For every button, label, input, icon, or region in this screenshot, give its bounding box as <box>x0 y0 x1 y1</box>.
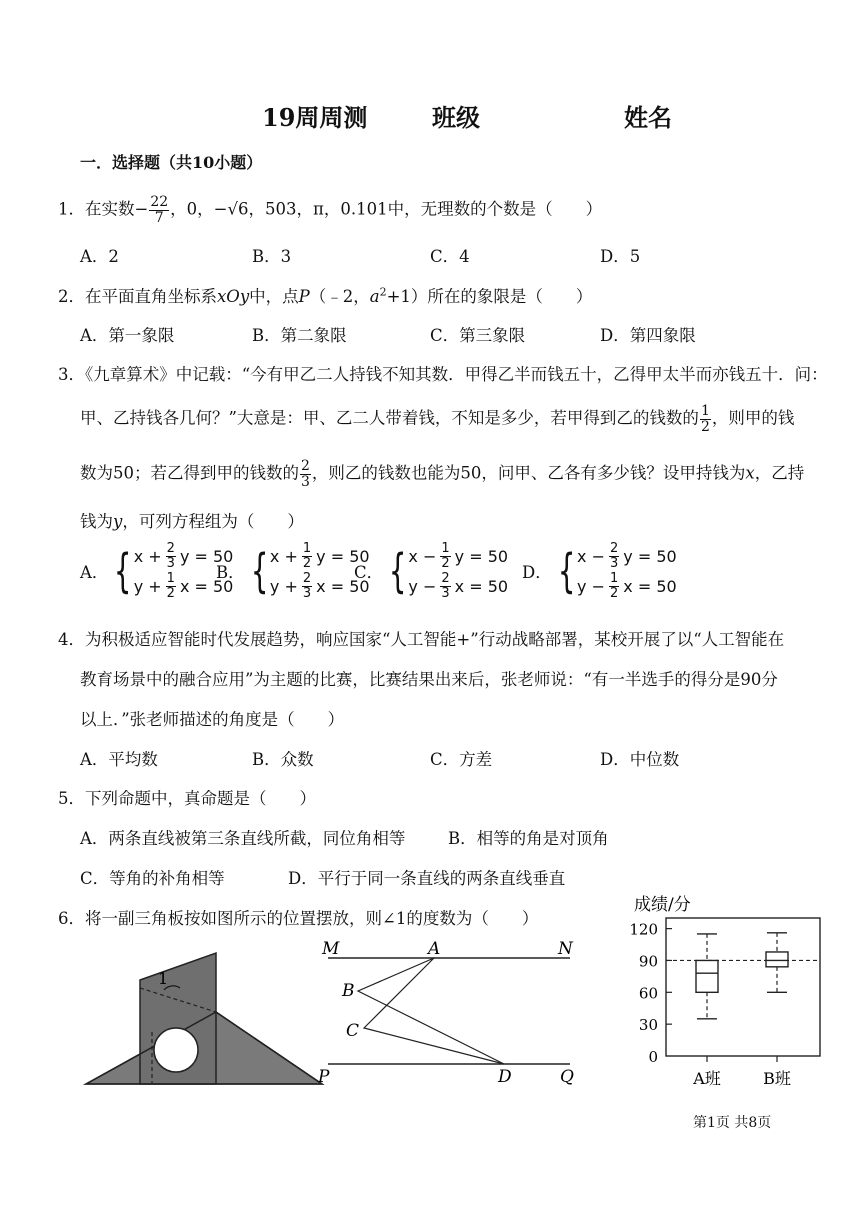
label-b: B <box>342 981 355 1001</box>
variable: P <box>298 287 310 306</box>
chart-frame <box>666 918 820 1056</box>
question-3-line-3 <box>80 459 804 489</box>
option-label: D． <box>522 563 552 583</box>
question-number: 6． <box>58 909 85 928</box>
question-text: 在平面直角坐标系 <box>85 287 217 306</box>
fraction <box>149 195 169 225</box>
fraction-numerator: 22 <box>150 194 169 210</box>
question-text: 《九章算术》中记载：“今有甲乙二人持钱不知其数．甲得乙半而钱五十，乙得甲太半而亦钱五十．问： <box>85 365 828 384</box>
question-text: 数为50；若乙得到甲的钱数的 <box>80 463 299 483</box>
question-text: 中，点 <box>249 287 299 306</box>
fraction-numerator: 2 <box>609 541 619 556</box>
option-d: D．中位数 <box>600 750 680 769</box>
option-label: B． <box>216 563 245 583</box>
equation <box>408 572 508 600</box>
option-b: B．相等的角是对顶角 <box>448 829 609 848</box>
segment-abd <box>358 958 504 1064</box>
question-4-line-3: 以上．”张老师描述的角度是（ ） <box>80 710 345 729</box>
question-1 <box>58 195 602 225</box>
equation-term: y = 50 <box>316 546 370 566</box>
question-text: ，则乙的钱数也能为50，问甲、乙各有多少钱？设甲持钱为 <box>311 463 746 483</box>
equation-term: x − <box>577 546 605 566</box>
page-title: 19周周测 <box>262 103 368 132</box>
y-tick-label: 60 <box>638 984 658 1003</box>
box-iqr <box>766 952 788 967</box>
option-c: C．4 <box>430 247 470 266</box>
equation <box>577 542 677 570</box>
question-2 <box>58 283 592 307</box>
fraction-numerator: 2 <box>302 571 312 587</box>
fraction-denominator: 2 <box>166 585 175 601</box>
option-d: D．平行于同一条直线的两条直线垂直 <box>288 869 566 888</box>
question-3-line-4 <box>80 508 304 532</box>
question-6 <box>58 905 538 929</box>
fraction-numerator: 1 <box>609 571 619 587</box>
equation-term: y = 50 <box>454 546 509 566</box>
question-text: 钱为 <box>80 512 113 531</box>
brace: { <box>250 544 269 599</box>
option-c: C．方差 <box>430 750 493 769</box>
option-d: D．第四象限 <box>600 326 696 345</box>
question-text: （﹣2， <box>309 287 370 306</box>
fraction <box>166 572 176 600</box>
fraction-numerator: 1 <box>302 541 312 556</box>
option-b-system <box>216 542 370 601</box>
question-text: 在实数− <box>85 199 149 219</box>
fraction <box>300 459 311 489</box>
fraction <box>166 542 176 570</box>
y-tick-label: 90 <box>638 952 658 971</box>
y-tick-label: 30 <box>638 1016 658 1035</box>
variable: xOy <box>217 287 250 306</box>
question-text: ，则甲的钱 <box>711 408 795 428</box>
box-iqr <box>696 960 718 992</box>
question-text: +1）所在的象限是（ ） <box>386 287 593 306</box>
fraction-numerator: 1 <box>700 403 710 419</box>
option-d-system <box>522 542 677 601</box>
option-label: A． <box>80 563 109 583</box>
option-b: B．众数 <box>252 750 314 769</box>
equation-term: y − <box>408 576 437 596</box>
question-4 <box>58 626 784 650</box>
question-4-line-2: 教育场景中的融合应用”为主题的比赛，比赛结果出来后，张老师说：“有一半选手的得分是90分 <box>80 670 778 689</box>
variable: x <box>745 463 755 483</box>
fraction-denominator: 3 <box>166 555 175 571</box>
option-label: C． <box>354 563 384 583</box>
fraction <box>700 404 711 434</box>
chart-ylabel: 成绩/分 <box>634 895 691 915</box>
y-tick-label: 120 <box>629 920 658 939</box>
section-title: 一．选择题（共10小题） <box>80 153 263 172</box>
fraction-numerator: 2 <box>441 571 450 587</box>
triangle-boards-figure <box>80 940 325 1090</box>
x-tick-label: A班 <box>693 1069 721 1088</box>
name-label: 姓名 <box>624 103 672 132</box>
class-label: 班级 <box>432 103 480 132</box>
fraction-denominator: 3 <box>441 585 450 601</box>
equation-term: y − <box>577 576 605 596</box>
fraction-denominator: 7 <box>154 209 164 226</box>
question-text: 下列命题中，真命题是（ ） <box>85 789 316 808</box>
equation-term: x = 50 <box>179 576 234 596</box>
page-footer: 第1页 共8页 <box>693 1115 772 1131</box>
hole-circle <box>154 1028 198 1072</box>
fraction <box>609 572 619 600</box>
fraction <box>440 542 450 570</box>
question-text: 为积极适应智能时代发展趋势，响应国家“人工智能+”行动战略部署，某校开展了以“人工智能在 <box>85 630 785 649</box>
fraction-denominator: 2 <box>700 418 710 435</box>
fraction <box>440 572 450 600</box>
question-text: ，0，−√6，503，π，0.101中，无理数的个数是（ ） <box>170 199 603 219</box>
fraction-denominator: 3 <box>302 585 312 601</box>
question-text: ，可列方程组为（ ） <box>122 512 304 531</box>
equation-term: x = 50 <box>316 576 370 596</box>
fraction-denominator: 2 <box>609 585 619 601</box>
question-5 <box>58 785 316 809</box>
option-a-system <box>80 542 233 601</box>
question-text: ，乙持 <box>754 463 805 483</box>
fraction-denominator: 2 <box>441 555 450 571</box>
brace: { <box>388 544 407 599</box>
option-a: A．2 <box>80 247 119 266</box>
superscript: 2 <box>379 285 387 299</box>
label-q: Q <box>560 1067 574 1087</box>
x-tick-label: B班 <box>763 1069 791 1088</box>
question-number: 4． <box>58 630 85 649</box>
option-b: B．第二象限 <box>252 326 347 345</box>
equation-term: x = 50 <box>454 576 509 596</box>
question-number: 5． <box>58 789 85 808</box>
fraction-denominator: 3 <box>609 555 619 571</box>
brace: { <box>557 544 576 599</box>
equation-term: y + <box>133 576 162 596</box>
brace: { <box>114 544 132 599</box>
label-a: A <box>428 939 441 959</box>
label-d: D <box>498 1067 512 1087</box>
fraction <box>302 542 312 570</box>
segment-acd <box>364 958 504 1064</box>
label-n: N <box>558 939 573 959</box>
equation-term: x + <box>133 546 162 566</box>
variable: y <box>113 512 123 531</box>
equation <box>408 542 508 570</box>
option-c: C．等角的补角相等 <box>80 869 225 888</box>
equation-term: y + <box>269 576 298 596</box>
equation-term: x + <box>269 546 298 566</box>
fraction-denominator: 3 <box>301 473 310 490</box>
equation <box>577 572 677 600</box>
option-a: A．平均数 <box>80 750 158 769</box>
equation-term: y = 50 <box>623 546 677 566</box>
variable: a <box>369 287 380 306</box>
label-c: C <box>346 1021 360 1041</box>
fraction-numerator: 1 <box>441 541 450 556</box>
question-text: 甲、乙持钱各几何？”大意是：甲、乙二人带着钱，不知是多少，若甲得到乙的钱数的 <box>80 408 699 428</box>
angle-1-label: 1 <box>158 969 169 988</box>
fraction-numerator: 2 <box>301 458 310 474</box>
question-number: 1． <box>58 199 85 219</box>
option-c-system <box>354 542 508 601</box>
question-number: 3． <box>58 365 85 384</box>
fraction-numerator: 1 <box>166 571 175 587</box>
equation-term: x − <box>408 546 437 566</box>
option-a: A．第一象限 <box>80 326 175 345</box>
question-3-line-2 <box>80 404 794 434</box>
box-plot-chart <box>600 888 840 1098</box>
fraction <box>302 572 312 600</box>
option-a: A．两条直线被第三条直线所截，同位角相等 <box>80 829 406 848</box>
option-b: B．3 <box>252 247 292 266</box>
equation-term: y = 50 <box>179 546 234 566</box>
label-m: M <box>322 939 340 959</box>
fraction-numerator: 2 <box>166 541 175 556</box>
equation-term: x = 50 <box>623 576 677 596</box>
label-p: P <box>318 1067 330 1087</box>
option-d: D．5 <box>600 247 641 266</box>
option-c: C．第三象限 <box>430 326 526 345</box>
fraction <box>609 542 619 570</box>
question-text: 将一副三角板按如图所示的位置摆放，则∠1的度数为（ ） <box>85 909 539 928</box>
y-tick-label: 0 <box>648 1048 658 1066</box>
fraction-denominator: 2 <box>302 555 312 571</box>
question-3 <box>58 361 828 385</box>
question-number: 2． <box>58 287 85 306</box>
parallel-lines-figure <box>318 936 588 1091</box>
